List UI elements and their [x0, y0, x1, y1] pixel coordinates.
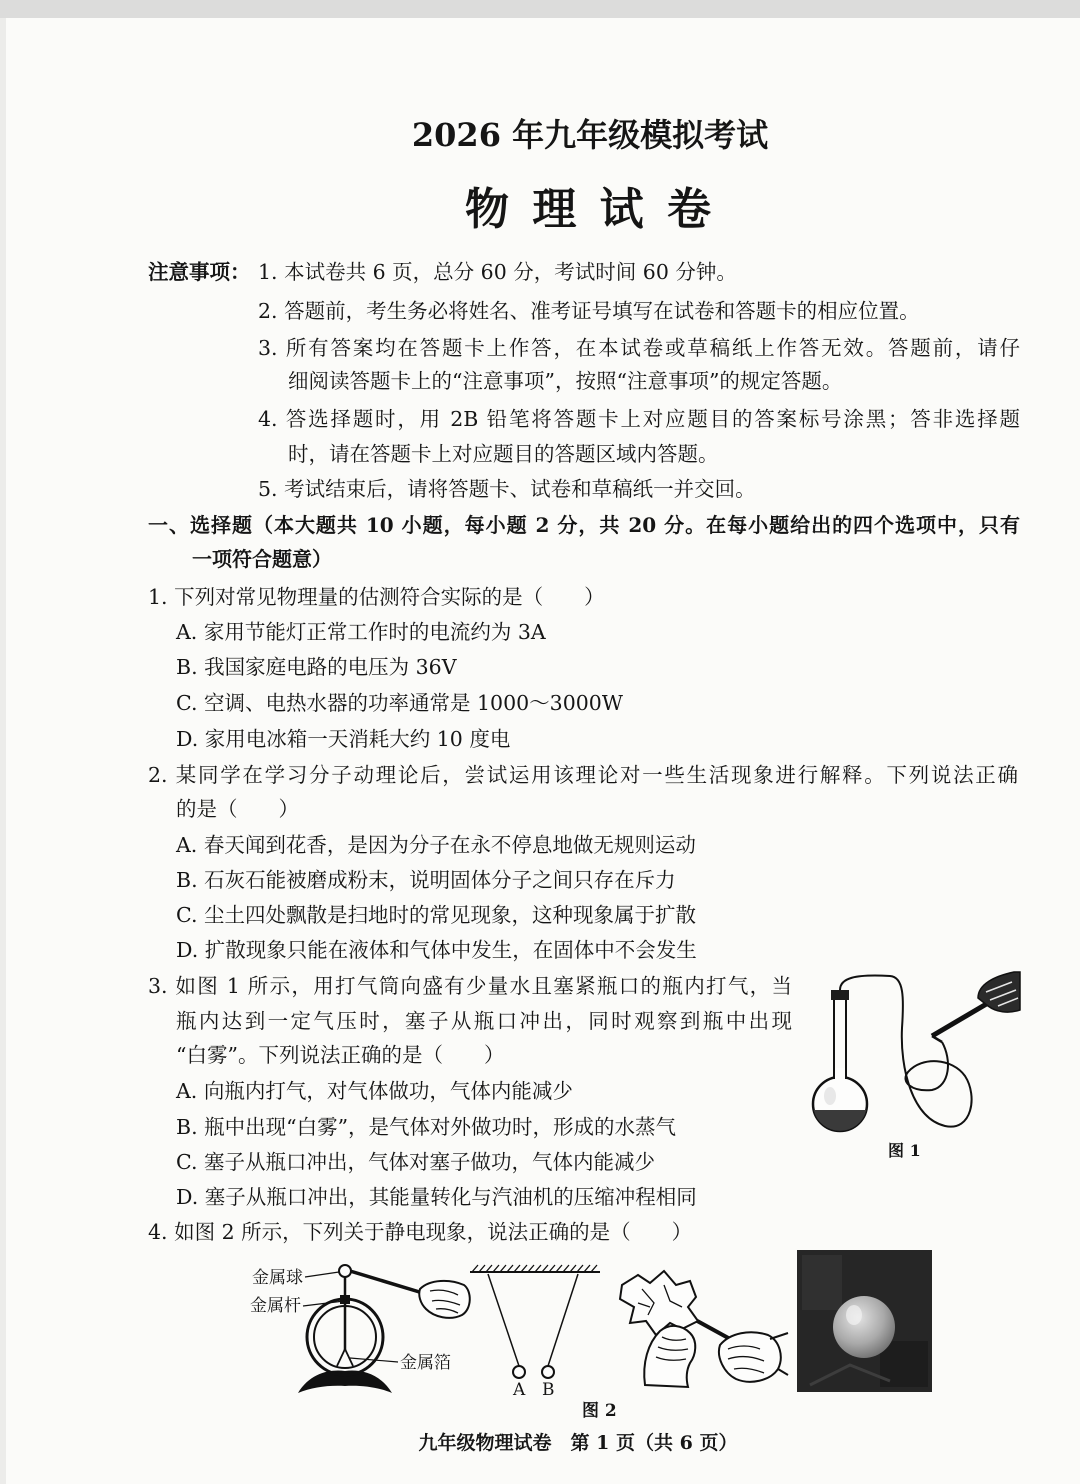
notice-item-4-cont: 时，请在答题卡上对应题目的答题区域内答题。: [288, 442, 719, 466]
section-heading-cont: 一项符合题意）: [192, 547, 332, 571]
label-metal-foil: 金属箔: [400, 1353, 451, 1373]
stopper-drawing: [831, 990, 849, 1000]
question-3-stem-cont-1: 瓶内达到一定气压时，塞子从瓶口冲出，同时观察到瓶中出现: [176, 1009, 792, 1033]
page-footer: 九年级物理试卷 第 1 页（共 6 页）: [418, 1432, 738, 1454]
notice-item-3: 3. 所有答案均在答题卡上作答，在本试卷或草稿纸上作答无效。答题前，请仔: [258, 336, 1020, 360]
rubbing-rod-figure: [620, 1271, 788, 1387]
question-3-stem-cont-2: “白雾”。下列说法正确的是（ ）: [176, 1043, 505, 1067]
question-3-option-c: C. 塞子从瓶口冲出，气体对塞子做功，气体内能减少: [176, 1150, 655, 1174]
question-4-stem: 4. 如图 2 所示，下列关于静电现象，说法正确的是（ ）: [148, 1220, 693, 1244]
question-2-option-d: D. 扩散现象只能在液体和气体中发生，在固体中不会发生: [176, 938, 697, 962]
question-3-option-a: A. 向瓶内打气，对气体做功，气体内能减少: [176, 1079, 573, 1103]
label-ball-b: B: [542, 1380, 555, 1400]
question-2-stem-cont: 的是（ ）: [176, 797, 299, 821]
paper-title: 物 理 试 卷: [465, 184, 715, 235]
question-2-option-c: C. 尘土四处飘散是扫地时的常见现象，这种现象属于扩散: [176, 903, 696, 927]
scan-top-edge: [0, 0, 1080, 18]
notice-item-3-cont: 细阅读答题卡上的“注意事项”，按照“注意事项”的规定答题。: [288, 369, 843, 393]
cloth-drawing: [620, 1271, 698, 1335]
figure-1-caption: 图 1: [888, 1141, 921, 1160]
section-heading: 一、选择题（本大题共 10 小题，每小题 2 分，共 20 分。在每小题给出的四个选项中，只有: [148, 513, 1020, 537]
notice-item-4: 4. 答选择题时，用 2B 铅笔将答题卡上对应题目的答案标号涂黑；答非选择题: [258, 407, 1020, 431]
label-metal-rod: 金属杆: [250, 1296, 301, 1316]
question-2-stem: 2. 某同学在学习分子动理论后，尝试运用该理论对一些生活现象进行解释。下列说法正确: [148, 763, 1018, 787]
ball-a: [513, 1366, 525, 1378]
balloon-drawing: [833, 1296, 895, 1358]
label-ball-a: A: [513, 1380, 526, 1400]
question-1-option-d: D. 家用电冰箱一天消耗大约 10 度电: [176, 727, 511, 751]
figure-1-flask-pump: [800, 968, 1022, 1140]
exam-title: 2026 年九年级模拟考试: [411, 116, 769, 154]
ball-b: [542, 1366, 554, 1378]
flask-drawing: [813, 990, 867, 1131]
figure-2-caption: 图 2: [582, 1401, 617, 1421]
hand-drawing: [419, 1281, 470, 1318]
question-3-stem: 3. 如图 1 所示，用打气筒向盛有少量水且塞紧瓶口的瓶内打气，当: [148, 974, 792, 998]
hand-drawing: [644, 1326, 695, 1387]
question-1-option-c: C. 空调、电热水器的功率通常是 1000～3000W: [176, 691, 623, 715]
notice-item-5: 5. 考试结束后，请将答题卡、试卷和草稿纸一并交回。: [258, 477, 756, 501]
question-3-option-d: D. 塞子从瓶口冲出，其能量转化与汽油机的压缩冲程相同: [176, 1185, 697, 1209]
pendulum-balls-figure: [470, 1265, 600, 1378]
question-2-option-b: B. 石灰石能被磨成粉末，说明固体分子之间只存在斥力: [176, 868, 676, 892]
label-metal-ball: 金属球: [252, 1268, 303, 1288]
notice-item-1: 1. 本试卷共 6 页，总分 60 分，考试时间 60 分钟。: [258, 260, 737, 284]
string-b: [548, 1274, 578, 1366]
notice-label: 注意事项：: [148, 260, 251, 284]
metal-ball: [339, 1265, 351, 1277]
string-a: [488, 1274, 519, 1366]
question-2-option-a: A. 春天闻到花香，是因为分子在永不停息地做无规则运动: [176, 833, 696, 857]
question-1-stem: 1. 下列对常见物理量的估测符合实际的是（ ）: [148, 585, 605, 609]
question-1-option-a: A. 家用节能灯正常工作时的电流约为 3A: [176, 620, 546, 644]
scan-left-edge: [0, 18, 6, 1484]
electroscope-figure: [298, 1265, 470, 1393]
figure-2-static-electricity: [250, 1245, 940, 1395]
balloon-photo: [797, 1250, 932, 1392]
question-3-option-b: B. 瓶中出现“白雾”，是气体对外做功时，形成的水蒸气: [176, 1115, 677, 1139]
notice-item-2: 2. 答题前，考生务必将姓名、准考证号填写在试卷和答题卡的相应位置。: [258, 299, 920, 323]
hand-drawing: [719, 1332, 788, 1382]
question-1-option-b: B. 我国家庭电路的电压为 36V: [176, 655, 457, 679]
